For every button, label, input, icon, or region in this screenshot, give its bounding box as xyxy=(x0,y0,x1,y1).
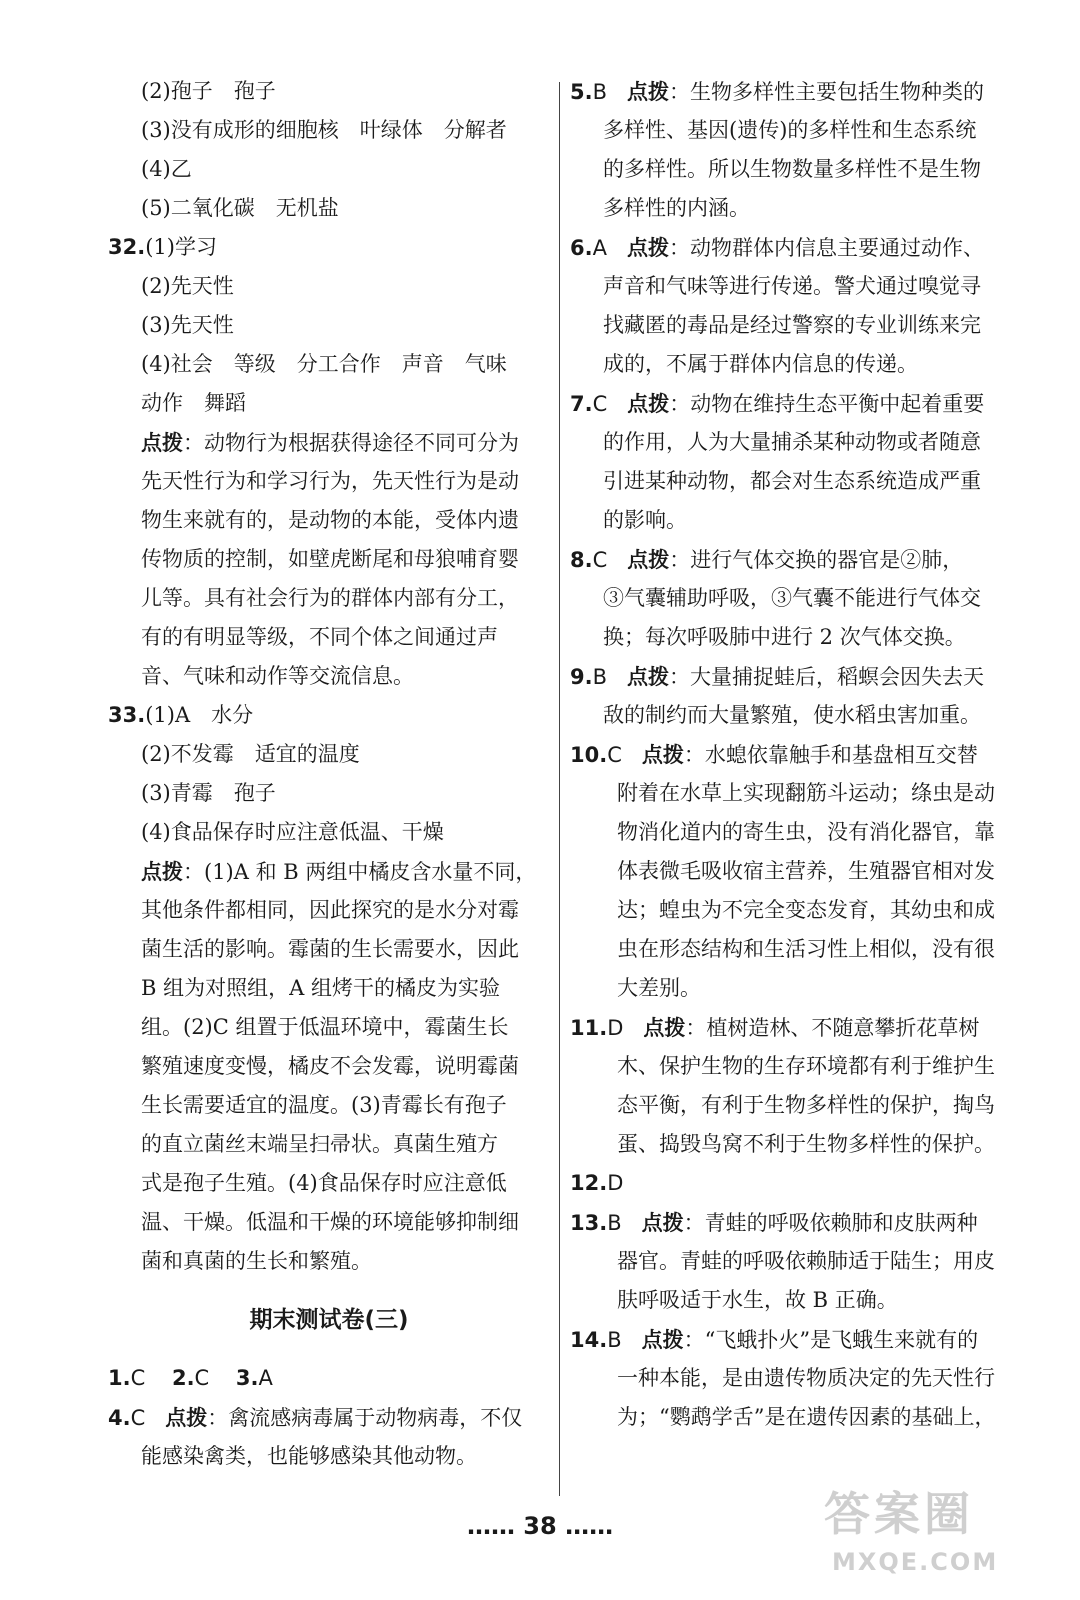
tip-label: 点拨 xyxy=(165,1405,208,1430)
q33-tip-line: 式是孢子生殖。(4)食品保存时应注意低 xyxy=(141,1171,507,1195)
q8-heading: 8.C 点拨：进行气体交换的器官是②肺， xyxy=(570,547,964,572)
q8-tip-line: 换；每次呼吸肺中进行 2 次气体交换。 xyxy=(603,625,966,649)
q10-tip-line: 大差别。 xyxy=(617,976,701,1000)
tip-label: 点拨 xyxy=(141,430,183,455)
q33-tip-line: B 组为对照组，A 组烤干的橘皮为实验 xyxy=(141,976,500,1000)
q14-heading: 14.B 点拨：“飞蛾扑火”是飞蛾生来就有的 xyxy=(570,1327,979,1352)
tip-label: 点拨 xyxy=(627,391,670,416)
q7-tip-line: 的影响。 xyxy=(603,508,687,532)
q13-tip-line: 肤呼吸适于水生，故 B 正确。 xyxy=(617,1288,898,1312)
watermark-title: 答案圈 xyxy=(824,1487,974,1541)
q32-answer-line: (3)先天性 xyxy=(141,313,234,337)
tip-label: 点拨 xyxy=(643,1015,686,1040)
q31-answer-5: (5)二氧化碳 无机盐 xyxy=(141,196,339,220)
q5-tip-line: 的多样性。所以生物数量多样性不是生物 xyxy=(603,157,981,181)
q4-heading: 4.C 点拨：禽流感病毒属于动物病毒，不仅 xyxy=(108,1405,523,1430)
tip-label: 点拨 xyxy=(627,664,670,689)
q11-heading: 11.D 点拨：植树造林、不随意攀折花草树 xyxy=(570,1015,980,1040)
left-column xyxy=(108,72,550,1476)
q33-answer-line: (2)不发霉 适宜的温度 xyxy=(141,742,360,766)
page-number: 38 xyxy=(523,1512,557,1540)
q33-answer-line: (3)青霉 孢子 xyxy=(141,781,276,805)
q32-tip-line: 点拨：动物行为根据获得途径不同可分为 xyxy=(141,430,519,455)
q33-tip-line: 温、干燥。低温和干燥的环境能够抑制细 xyxy=(141,1210,519,1234)
q10-tip-line: 达；蝗虫为不完全变态发育，其幼虫和成 xyxy=(617,898,995,922)
q33-tip-line: 菌生活的影响。霉菌的生长需要水，因此 xyxy=(141,937,519,961)
watermark-logo xyxy=(812,1478,1048,1586)
q33-tip-line: 点拨：(1)A 和 B 两组中橘皮含水量不同， xyxy=(141,859,537,884)
quick-answers: 1.C 2.C 3.A xyxy=(108,1366,273,1390)
q6-heading: 6.A 点拨：动物群体内信息主要通过动作、 xyxy=(570,235,984,260)
q13-tip-line: 器官。青蛙的呼吸依赖肺适于陆生；用皮 xyxy=(617,1249,995,1273)
q33-answer-line: (4)食品保存时应注意低温、干燥 xyxy=(141,820,444,844)
q31-answer-3: (3)没有成形的细胞核 叶绿体 分解者 xyxy=(141,118,507,142)
q33-tip-line: 的直立菌丝末端呈扫帚状。真菌生殖方 xyxy=(141,1132,498,1156)
q5-heading: 5.B 点拨：生物多样性主要包括生物种类的 xyxy=(570,79,985,104)
q32-tip-line: 传物质的控制，如壁虎断尾和母狼哺育婴 xyxy=(141,547,519,571)
q32-tip-line: 先天性行为和学习行为，先天性行为是动 xyxy=(141,469,519,493)
footer-dots-left: …… xyxy=(466,1512,515,1540)
q7-heading: 7.C 点拨：动物在维持生态平衡中起着重要 xyxy=(570,391,985,416)
q31-answer-2: (2)孢子 孢子 xyxy=(141,79,276,103)
tip-label: 点拨 xyxy=(627,79,670,104)
watermark-url: MXQE.COM xyxy=(832,1548,999,1576)
q12-heading: 12.D xyxy=(570,1171,624,1195)
tip-label: 点拨 xyxy=(627,547,670,572)
q32-answer-line: (4)社会 等级 分工合作 声音 气味 xyxy=(141,352,507,376)
q32-answer-line: 动作 舞蹈 xyxy=(141,391,246,415)
q33-tip-line: 生长需要适宜的温度。(3)青霉长有孢子 xyxy=(141,1093,507,1117)
q11-tip-line: 态平衡，有利于生物多样性的保护，掏鸟 xyxy=(617,1093,995,1117)
q33-heading: 33.(1)A 水分 xyxy=(108,703,254,727)
q32-answer-line: (2)先天性 xyxy=(141,274,234,298)
q11-tip-line: 木、保护生物的生存环境都有利于维护生 xyxy=(617,1054,995,1078)
q33-tip-line: 其他条件都相同，因此探究的是水分对霉 xyxy=(141,898,519,922)
q5-tip-line: 多样性的内涵。 xyxy=(603,196,750,220)
q7-tip-line: 的作用，人为大量捕杀某种动物或者随意 xyxy=(603,430,981,454)
tip-label: 点拨 xyxy=(141,859,183,884)
tip-label: 点拨 xyxy=(641,742,684,767)
q10-tip-line: 虫在形态结构和生活习性上相似，没有很 xyxy=(617,937,995,961)
tip-label: 点拨 xyxy=(626,235,669,260)
q8-tip-line: ③气囊辅助呼吸，③气囊不能进行气体交 xyxy=(603,586,981,610)
footer-dots-right: …… xyxy=(565,1512,614,1540)
q10-tip-line: 体表微毛吸收宿主营养，生殖器官相对发 xyxy=(617,859,995,883)
q32-tip-line: 物生来就有的，是动物的本能，受体内遗 xyxy=(141,508,519,532)
q10-tip-line: 附着在水草上实现翻筋斗运动；绦虫是动 xyxy=(617,781,995,805)
column-divider xyxy=(559,82,560,1496)
q7-tip-line: 引进某种动物，都会对生态系统造成严重 xyxy=(603,469,981,493)
section-title: 期末测试卷(三) xyxy=(249,1307,409,1333)
q14-tip-line: 为；“鹦鹉学舌”是在遗传因素的基础上， xyxy=(617,1405,996,1429)
q6-tip-line: 声音和气味等进行传递。警犬通过嗅觉寻 xyxy=(603,274,981,298)
q10-tip-line: 物消化道内的寄生虫，没有消化器官，靠 xyxy=(617,820,995,844)
right-column xyxy=(570,72,1032,1437)
q6-tip-line: 成的，不属于群体内信息的传递。 xyxy=(603,352,918,376)
tip-label: 点拨 xyxy=(641,1210,684,1235)
q33-tip-line: 菌和真菌的生长和繁殖。 xyxy=(141,1249,372,1273)
q33-tip-line: 组。(2)C 组置于低温环境中，霉菌生长 xyxy=(141,1015,509,1039)
q5-tip-line: 多样性、基因(遗传)的多样性和生态系统 xyxy=(603,118,977,142)
q33-tip-line: 繁殖速度变慢，橘皮不会发霉，说明霉菌 xyxy=(141,1054,519,1078)
q6-tip-line: 找藏匿的毒品是经过警察的专业训练来完 xyxy=(603,313,981,337)
q11-tip-line: 蛋、捣毁鸟窝不利于生物多样性的保护。 xyxy=(617,1132,995,1156)
q13-heading: 13.B 点拨：青蛙的呼吸依赖肺和皮肤两种 xyxy=(570,1210,978,1235)
q33-number: 33. xyxy=(108,703,146,727)
q32-tip-line: 音、气味和动作等交流信息。 xyxy=(141,664,414,688)
q31-answer-4: (4)乙 xyxy=(141,157,192,181)
q9-tip-line: 敌的制约而大量繁殖，使水稻虫害加重。 xyxy=(603,703,981,727)
q10-heading: 10.C 点拨：水螅依靠触手和基盘相互交替 xyxy=(570,742,978,767)
q9-heading: 9.B 点拨：大量捕捉蛙后，稻螟会因失去天 xyxy=(570,664,985,689)
q32-number: 32. xyxy=(108,235,146,259)
q32-tip-line: 有的有明显等级，不同个体之间通过声 xyxy=(141,625,498,649)
tip-label: 点拨 xyxy=(641,1327,684,1352)
q4-tip-line: 能感染禽类，也能够感染其他动物。 xyxy=(141,1444,477,1468)
q14-tip-line: 一种本能，是由遗传物质决定的先天性行 xyxy=(617,1366,995,1390)
q32-heading: 32.(1)学习 xyxy=(108,235,217,259)
q32-tip-line: 儿等。具有社会行为的群体内部有分工， xyxy=(141,586,519,610)
